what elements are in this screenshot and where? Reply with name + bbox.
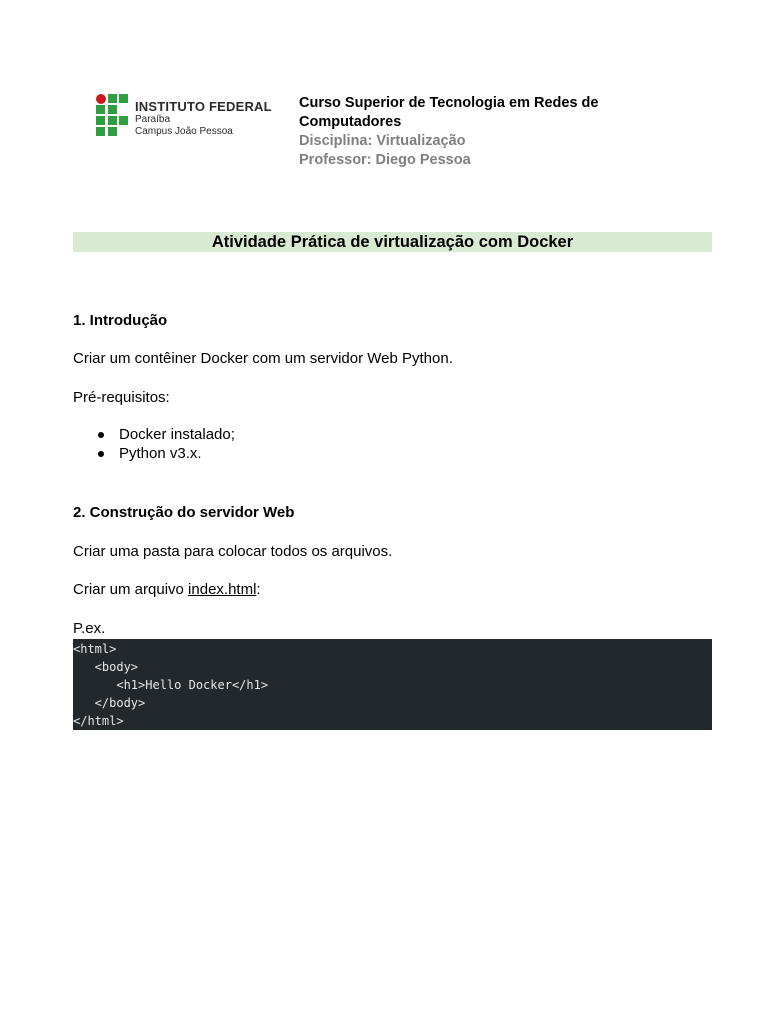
file-paragraph	[73, 580, 261, 599]
course-name-line1: Curso Superior de Tecnologia em Redes de	[299, 95, 599, 111]
list-item: Python v3.x.	[73, 444, 235, 463]
code-line: </html>	[73, 714, 124, 728]
folder-paragraph: Criar uma pasta para colocar todos os arquivos.	[73, 543, 393, 560]
code-line: </body>	[73, 696, 146, 710]
code-block	[73, 639, 712, 730]
section-heading-webserver: 2. Construção do servidor Web	[73, 504, 295, 521]
file-text-prefix: Criar um arquivo	[73, 581, 189, 598]
code-line: <html>	[73, 642, 117, 656]
file-text-suffix: :	[256, 581, 261, 598]
list-item: Docker instalado;	[73, 425, 235, 444]
intro-paragraph: Criar um contêiner Docker com um servidor Web Python.	[73, 350, 453, 367]
code-line: <body>	[73, 660, 139, 674]
prereq-list	[73, 425, 235, 463]
course-name-line2: Computadores	[299, 114, 402, 130]
course-info	[299, 94, 659, 170]
logo-subtitle-state: Paraíba	[135, 114, 171, 125]
index-html-link[interactable]: index.html	[188, 581, 257, 598]
prereq-label: Pré-requisitos:	[73, 389, 170, 406]
professor: Professor: Diego Pessoa	[299, 152, 471, 168]
document-title: Atividade Prática de virtualização com Docker	[73, 232, 712, 252]
discipline: Disciplina: Virtualização	[299, 133, 466, 149]
institute-logo	[96, 94, 276, 138]
logo-grid-icon	[96, 94, 130, 136]
logo-title: INSTITUTO FEDERAL	[135, 99, 272, 114]
example-label: P.ex.	[73, 620, 106, 637]
section-heading-intro: 1. Introdução	[73, 312, 168, 329]
logo-text	[135, 100, 272, 137]
logo-subtitle-campus: Campus João Pessoa	[135, 126, 233, 137]
code-line: <h1>Hello Docker</h1>	[73, 678, 269, 692]
